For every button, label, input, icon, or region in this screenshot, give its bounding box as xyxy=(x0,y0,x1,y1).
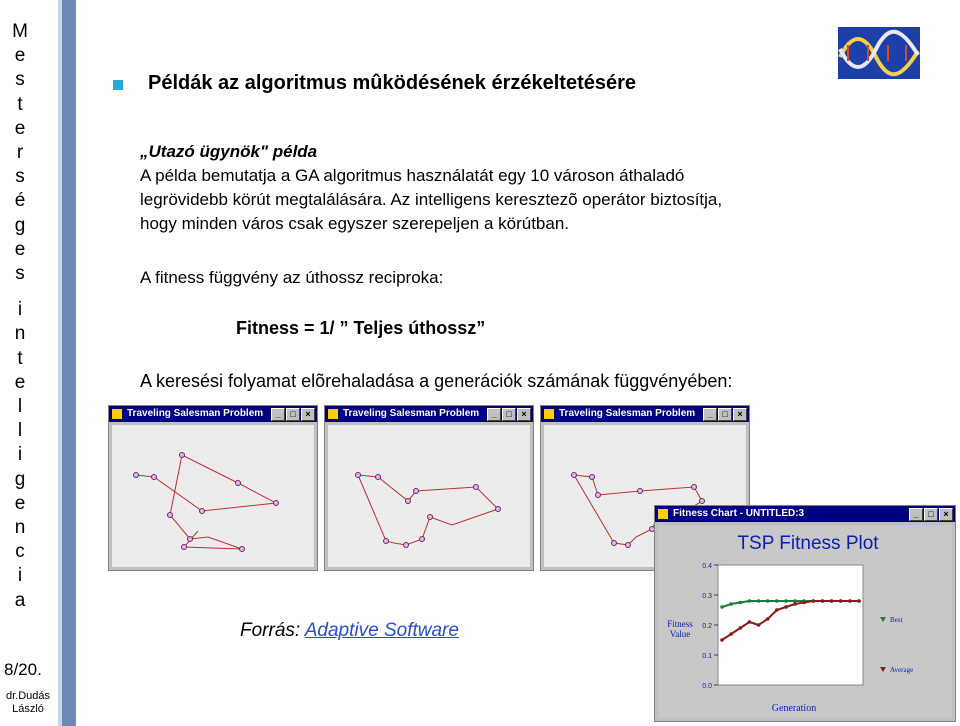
close-button[interactable]: × xyxy=(517,408,531,421)
sidebar-letter: s xyxy=(15,69,25,91)
series-average-point xyxy=(738,626,742,630)
window-titlebar[interactable] xyxy=(325,406,533,422)
example-heading: „Utazó ügynök" példa xyxy=(140,142,318,161)
sidebar-letter: e xyxy=(14,371,26,393)
sidebar-letter: e xyxy=(14,238,26,260)
maximize-button[interactable]: □ xyxy=(286,408,300,421)
source-link[interactable]: Adaptive Software xyxy=(304,620,459,641)
series-best-point xyxy=(775,599,779,603)
paragraph-line-1: A példa bemutatja a GA algoritmus használatát egy 10 városon áthaladó xyxy=(140,166,685,185)
legend-best: Best xyxy=(890,616,903,624)
sidebar-letter: l xyxy=(17,396,23,417)
app-icon xyxy=(328,409,338,419)
close-button[interactable]: × xyxy=(301,408,315,421)
sidebar-letter: g xyxy=(14,214,26,236)
tsp-route-2 xyxy=(328,425,530,567)
tsp-window-2 xyxy=(324,405,534,571)
close-button[interactable]: × xyxy=(733,408,747,421)
author-line2: László xyxy=(12,703,44,715)
sidebar-letter: e xyxy=(14,492,26,514)
y-tick-label: 0.4 xyxy=(702,563,712,570)
series-average-point xyxy=(812,599,816,603)
y-tick-label: 0.3 xyxy=(702,593,712,600)
series-average-point xyxy=(802,601,806,605)
series-best-point xyxy=(784,599,788,603)
series-average-point xyxy=(857,599,861,603)
sidebar-letter: g xyxy=(14,468,26,490)
sidebar-letter: i xyxy=(17,444,23,466)
series-average-point xyxy=(784,605,788,609)
sidebar-letter: i xyxy=(17,299,23,321)
sidebar-letter: é xyxy=(14,190,26,212)
minimize-button[interactable]: _ xyxy=(703,408,717,421)
series-average-point xyxy=(720,638,724,642)
y-tick-label: 0.1 xyxy=(702,653,712,660)
title-bullet-icon xyxy=(113,80,123,90)
series-best-point xyxy=(757,599,761,603)
series-best-point xyxy=(748,599,752,603)
window-title: Traveling Salesman Problem xyxy=(127,408,264,419)
maximize-button[interactable]: □ xyxy=(502,408,516,421)
process-text: A keresési folyamat elõrehaladása a generációk számának függvényében: xyxy=(140,371,733,391)
window-titlebar[interactable] xyxy=(541,406,749,422)
y-tick-label: 0.2 xyxy=(702,623,712,630)
page-number: 8/20. xyxy=(4,660,42,679)
author-line1: dr.Dudás xyxy=(5,690,51,702)
window-title: Fitness Chart - UNTITLED:3 xyxy=(673,508,805,519)
series-average-point xyxy=(839,599,843,603)
sidebar-letter: n xyxy=(14,323,26,345)
source-line xyxy=(240,620,459,642)
fitness-formula: Fitness = 1/ ” Teljes úthossz” xyxy=(236,318,486,338)
sidebar-bar-dark xyxy=(62,0,76,726)
legend-best-marker xyxy=(880,617,886,622)
tsp-route-1 xyxy=(112,425,314,567)
dna-logo-icon xyxy=(838,27,920,79)
y-axis-label-2: Value xyxy=(669,629,691,639)
chart-title: TSP Fitness Plot xyxy=(737,533,879,554)
window-titlebar[interactable] xyxy=(655,506,955,522)
sidebar-letter: t xyxy=(17,93,23,115)
series-average-point xyxy=(830,599,834,603)
sidebar-letter: n xyxy=(14,517,26,538)
plot-area xyxy=(718,565,863,685)
series-best-point xyxy=(729,602,733,606)
app-icon xyxy=(544,409,554,419)
author xyxy=(0,690,56,716)
fitness-chart-window xyxy=(654,505,956,722)
window-title: Traveling Salesman Problem xyxy=(343,408,480,419)
series-average-point xyxy=(775,608,779,612)
y-axis-label-1: Fitness xyxy=(667,619,693,629)
legend-average: Average xyxy=(890,666,914,674)
paragraph-line-3: hogy minden város csak egyszer szerepeljen a körútban. xyxy=(140,214,570,233)
y-tick-label: 0.0 xyxy=(702,683,712,690)
maximize-button[interactable]: □ xyxy=(718,408,732,421)
fitness-intro: A fitness függvény az úthossz reciproka: xyxy=(140,268,444,287)
slide-title: Példák az algoritmus mûködésének érzékeltetésére xyxy=(148,72,637,94)
series-average-point xyxy=(729,632,733,636)
x-axis-label: Generation xyxy=(771,703,817,714)
sidebar-letter: c xyxy=(15,541,25,563)
series-average-point xyxy=(748,620,752,624)
sidebar-letter: e xyxy=(14,45,26,67)
sidebar-letter: e xyxy=(14,117,26,139)
legend-average-marker xyxy=(880,667,886,672)
sidebar-letter: i xyxy=(17,565,23,587)
series-average-point xyxy=(793,602,797,606)
sidebar-letter: s xyxy=(15,263,25,284)
fitness-client xyxy=(658,525,952,718)
app-icon xyxy=(658,509,668,519)
window-titlebar[interactable] xyxy=(109,406,317,422)
sidebar-letter: M xyxy=(12,21,28,42)
close-button[interactable]: × xyxy=(939,508,953,521)
minimize-button[interactable]: _ xyxy=(271,408,285,421)
paragraph-line-2: legrövidebb körút megtalálására. Az intelligens keresztezõ operátor biztosítja, xyxy=(140,190,723,209)
sidebar-letter: r xyxy=(16,142,24,163)
series-average-point xyxy=(757,623,761,627)
series-average-point xyxy=(848,599,852,603)
sidebar-letter: l xyxy=(17,420,23,442)
series-best-point xyxy=(720,605,724,609)
sidebar-letter: t xyxy=(17,347,23,369)
source-label: Forrás: xyxy=(240,620,305,641)
window-title: Traveling Salesman Problem xyxy=(559,408,696,419)
sidebar-letter: a xyxy=(14,589,26,611)
maximize-button[interactable]: □ xyxy=(924,508,938,521)
app-icon xyxy=(112,409,122,419)
sidebar-letter: s xyxy=(15,166,25,188)
minimize-button[interactable]: _ xyxy=(487,408,501,421)
tsp-window-1 xyxy=(108,405,318,571)
minimize-button[interactable]: _ xyxy=(909,508,923,521)
series-best-point xyxy=(738,601,742,605)
series-average-point xyxy=(766,617,770,621)
tsp-plot-area xyxy=(112,425,314,567)
fitness-chart xyxy=(658,525,952,718)
sidebar-vertical-title xyxy=(0,0,56,726)
series-best-point xyxy=(766,599,770,603)
series-average-point xyxy=(821,599,825,603)
tsp-plot-area xyxy=(328,425,530,567)
